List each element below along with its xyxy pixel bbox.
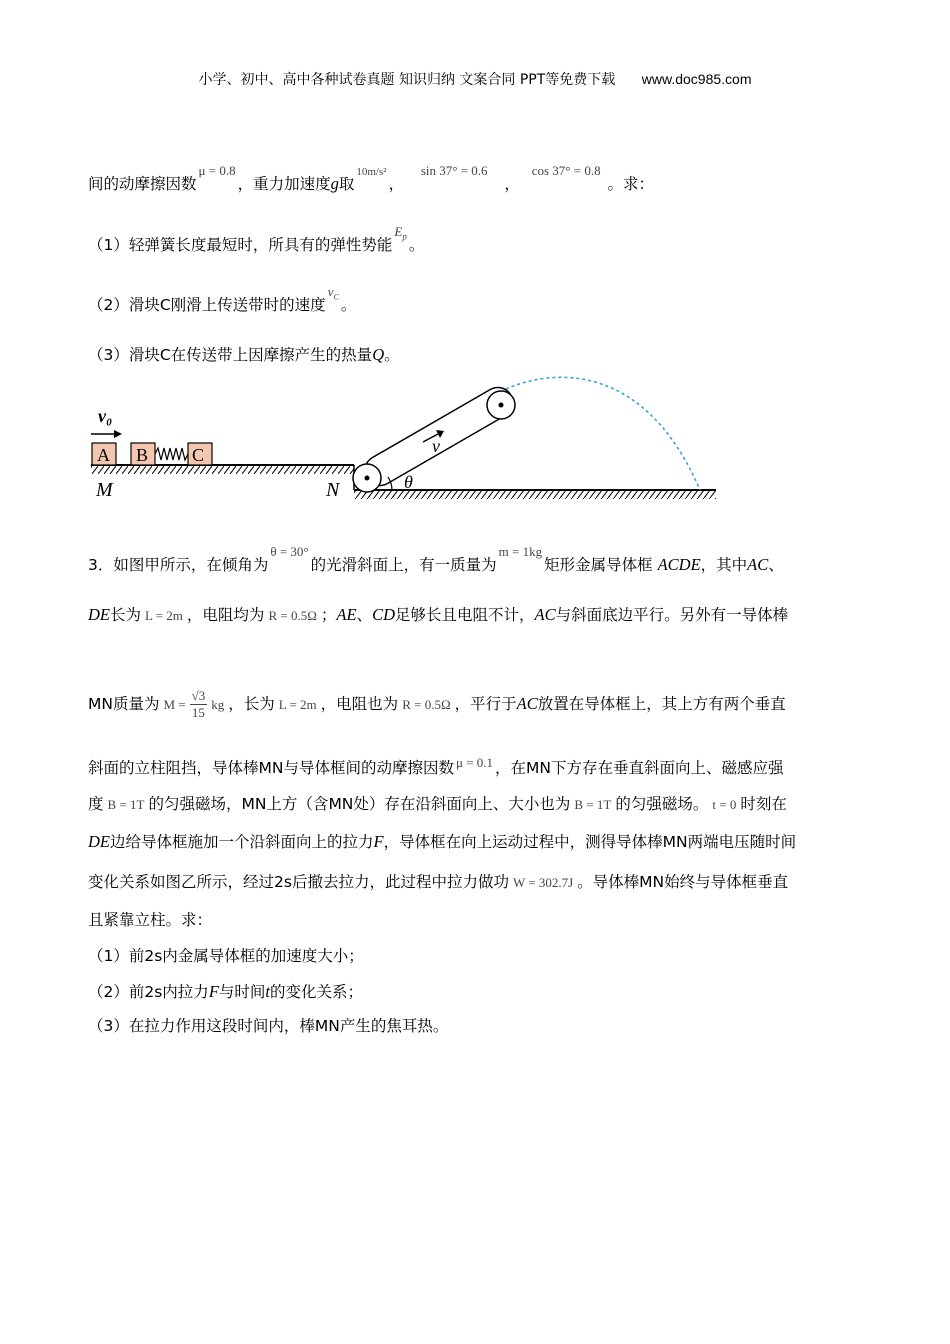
math-rod-mass: $\frac{√3}{15}$ (191, 688, 206, 720)
label-n: N (326, 479, 340, 501)
label-m: M (96, 479, 113, 501)
label-v: v (432, 436, 440, 456)
math-cos: cos 37° = 0.8 (531, 163, 601, 178)
math-sin: sin 37° = 0.6 (420, 163, 488, 178)
p3-line-7: 变化关系如图乙所示，经过2s后撤去拉力，此过程中拉力做功 W = 302.7J 。导体棒MN始终与导体框垂直 (88, 873, 789, 891)
header-text: 小学、初中、高中各种试卷真题 知识归纳 文案合同 PPT等免费下载 (198, 72, 616, 88)
ground-left-hatch (91, 466, 354, 474)
p3-line-2: DE长为 L = 2m ，电阻均为 R = 0.5Ω ；AE、CD足够长且电阻不计，AC与斜面底边平行。另外有一导体棒 (88, 605, 789, 624)
p3-line-4: 斜面的立柱阻挡，导体棒MN与导体框间的动摩擦因数 $^{\mu = 0.1}$ ，在MN下方存在垂直斜面向上、磁感应强 (88, 755, 784, 777)
math-mass: m = 1kg (498, 544, 543, 559)
block-c-label: C (192, 445, 205, 465)
prev-line-1: 间的动摩擦因数$^{\mu = 0.8}$，重力加速度g取$^{10m/s^2}$， $^{sin 37^\circ = 0.6}$ ， $^{cos 37^\circ = 0.8}$ 。求： (88, 163, 655, 193)
math-theta: θ = 30° (270, 544, 309, 559)
math-resistance: R = 0.5Ω (268, 608, 317, 623)
block-b-label: B (136, 445, 149, 465)
prev-question-1: （1）轻弹簧长度最短时，所具有的弹性势能$^{E_p}$ 。 (88, 224, 425, 254)
v0-arrowhead (114, 430, 122, 438)
p3-line-5: 度 B = 1T 的匀强磁场，MN上方（含MN处）存在沿斜面向上、大小也为 B = 1T 的匀强磁场。 t = 0 时刻在 (88, 795, 787, 813)
ground-right-hatch (354, 491, 716, 499)
math-ep: Ep (394, 224, 407, 242)
math-q: Q (372, 345, 385, 364)
p3-line-6: DE边给导体框施加一个沿斜面向上的拉力F，导体框在向上运动过程中，测得导体棒MN两端电压随时间 (88, 832, 797, 851)
math-t0: t = 0 (712, 797, 737, 812)
header-site[interactable]: www.doc985.com (641, 71, 752, 87)
trajectory (506, 377, 700, 490)
page-header (0, 69, 950, 89)
math-g-value: 10m/s² (356, 166, 387, 178)
prev-question-2: （2）滑块C刚滑上传送带时的速度$^{v_C}$ 。 (88, 284, 357, 314)
p3-line-8: 且紧靠立柱。求： (88, 911, 213, 929)
math-mu-rod: μ = 0.1 (455, 755, 494, 770)
p3-question-1: （1）前2s内金属导体框的加速度大小； (88, 947, 364, 965)
p3-line-3: MN质量为 M = $\frac{√3}{15}$ kg ，长为 L = 2m ，电阻也为 R = 0.5Ω ，平行于AC放置在导体框上，其上方有两个垂直 (88, 688, 786, 720)
label-theta: θ (404, 472, 413, 492)
math-b1: B = 1T (107, 797, 145, 812)
math-g: g (330, 174, 339, 193)
prev-question-3: （3）滑块C在传送带上因摩擦产生的热量Q。 (88, 345, 400, 364)
label-v0: v₀ (98, 406, 113, 426)
math-b2: B = 1T (574, 797, 612, 812)
math-mu: μ = 0.8 (198, 163, 236, 178)
math-length: L = 2m (145, 608, 183, 623)
conveyor-figure (86, 370, 726, 510)
p3-question-3: （3）在拉力作用这段时间内，棒MN产生的焦耳热。 (88, 1017, 449, 1035)
p3-line-1: 3．如图甲所示，在倾角为$^{\theta = 30^\circ}$的光滑斜面上，有一质量为$^{m = 1kg}$矩形金属导体框 ACDE，其中AC、 (88, 544, 784, 574)
p3-question-2: （2）前2s内拉力F与时间t的变化关系； (88, 982, 364, 1001)
block-a-label: A (97, 445, 110, 465)
math-vc: vC (327, 284, 339, 302)
math-work: W = 302.7J (512, 875, 574, 890)
spring (155, 448, 188, 460)
